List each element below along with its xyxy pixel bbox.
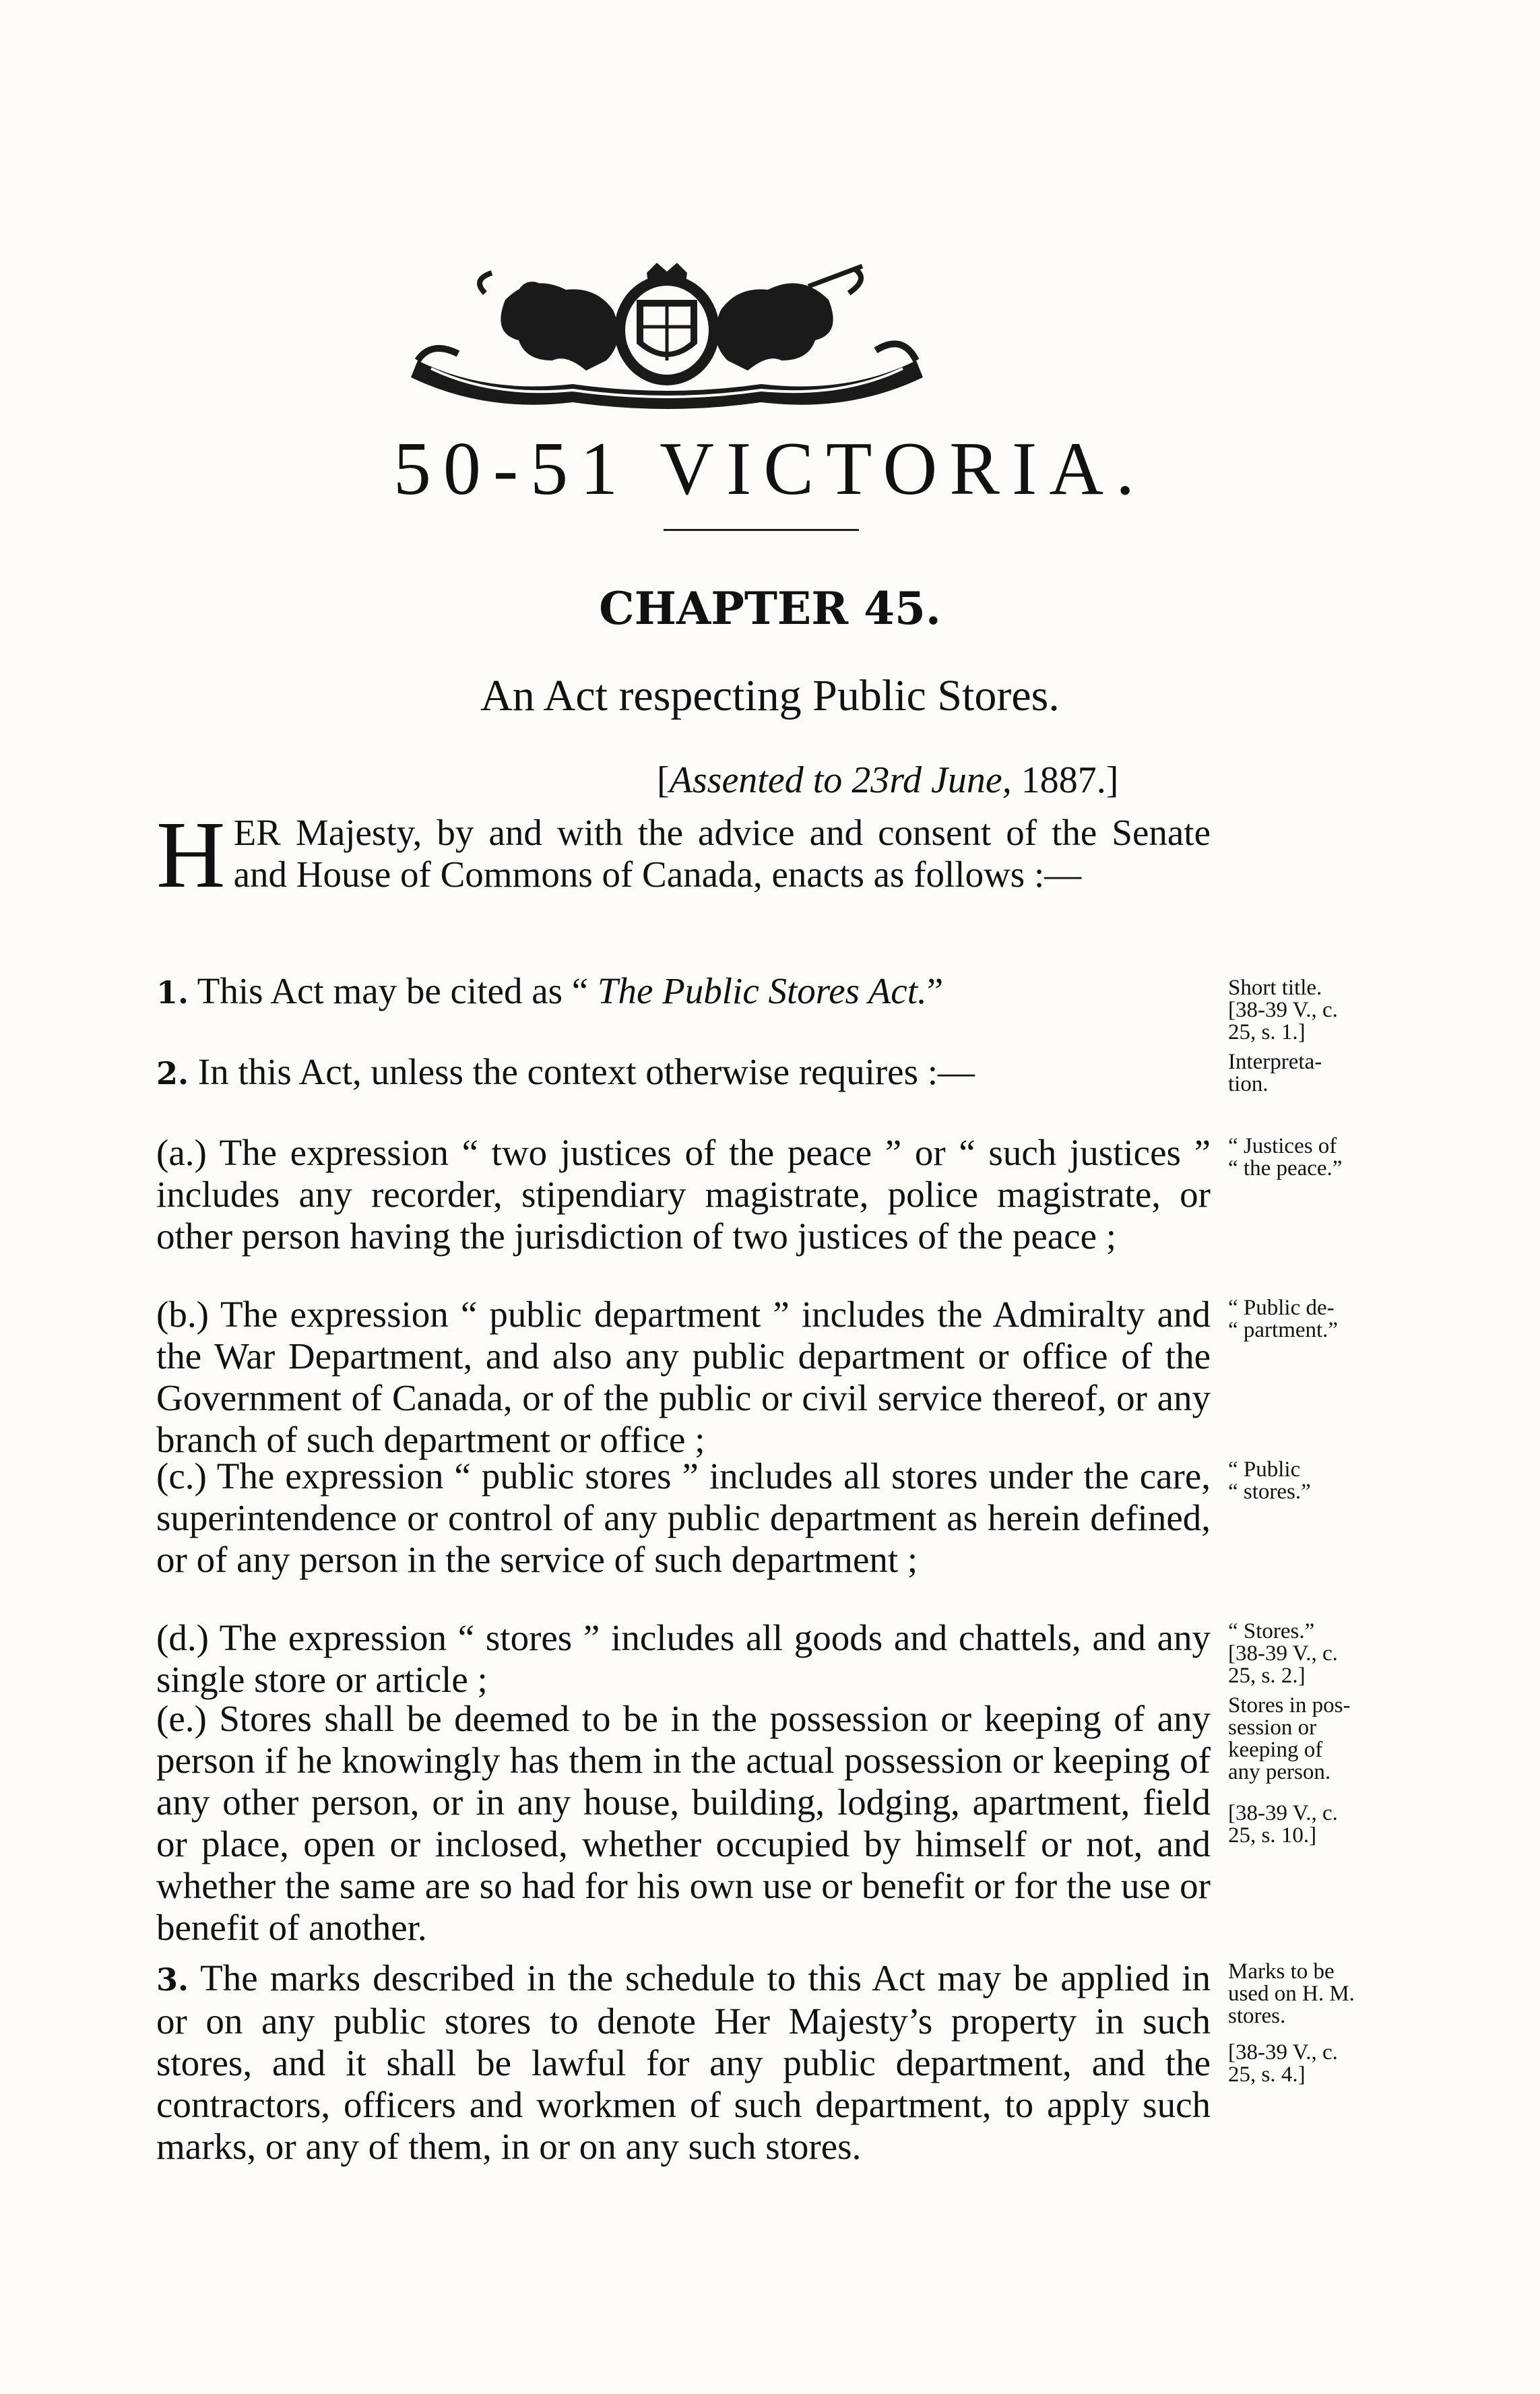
act-title: An Act respecting Public Stores.: [480, 671, 1060, 720]
section-2-text: In this Act, unless the context otherwise requires :—: [197, 1051, 975, 1092]
sidenote-line: “ Public de-: [1228, 1296, 1335, 1320]
assent-word: Assented: [669, 759, 804, 801]
sidenote-line: [38-39 V., c.: [1228, 1801, 1338, 1825]
sidenote-line: Interpreta-: [1228, 1050, 1322, 1074]
section-number: 1.: [156, 974, 189, 1011]
enacting-text: ER Majesty, by and with the advice and consent of the Senate and House of Commons of Canada, enacts as follows :—: [233, 812, 1211, 895]
sidenote-line: 25, s. 10.]: [1228, 1823, 1317, 1848]
short-title-text: The Public Stores Act.: [597, 970, 927, 1011]
sidenote-line: 25, s. 2.]: [1228, 1664, 1306, 1688]
paragraph-b: (b.) The expression “ public department ” includes the Admiralty and the War Department, and also any public department or office of the Government of Canada, or of the public or civil service thereof, or any branch of such department or office ;: [156, 1294, 1211, 1460]
sidenote-public-stores: [1228, 1459, 1423, 1503]
section-1-text-after: ”: [926, 970, 944, 1011]
section-3-text: The marks described in the schedule to this Act may be applied in or on any public stores to denote Her Majesty’s property in such stores, and it shall be lawful for any public department, and the contractors, officers and workmen of such department, to apply such marks, or any of them, in or on any such stores.: [156, 1957, 1211, 2167]
section-3: [156, 1957, 1211, 2168]
sidenote-stores: [1228, 1620, 1423, 1687]
assent-to: to: [803, 759, 852, 801]
sidenote-line: 25, s. 1.]: [1228, 1020, 1306, 1044]
sidenote-interpretation: [1228, 1051, 1423, 1096]
sidenote-ref-s4: [1228, 2042, 1423, 2086]
enacting-clause: [156, 801, 1211, 908]
sidenote-line: “ stores.”: [1228, 1480, 1311, 1504]
sidenote-line: “ Public: [1228, 1457, 1301, 1482]
sidenote-public-department: [1228, 1297, 1423, 1342]
section-2: [156, 1051, 1211, 1094]
sidenote-line: session or: [1228, 1715, 1317, 1740]
sidenote-line: Short title.: [1228, 976, 1322, 1000]
sidenote-line: [38-39 V., c.: [1228, 998, 1338, 1022]
section-1-text-before: This Act may be cited as “: [197, 970, 598, 1011]
assent-day: 23rd June,: [852, 759, 1012, 801]
sidenote-line: “ Justices of: [1228, 1134, 1337, 1158]
sidenote-line: [38-39 V., c.: [1228, 2040, 1338, 2065]
sidenote-line: keeping of: [1228, 1738, 1323, 1762]
sidenote-line: stores.: [1228, 2004, 1286, 2028]
sidenote-stores-in-possession: [1228, 1695, 1423, 1784]
paragraph-e: (e.) Stores shall be deemed to be in the possession or keeping of any person if he knowingly has them in the actual possession or keeping of any other person, or in any house, building, lodging, apartment, field or place, open or inclosed, whether occupied by himself or not, and whether the same are so had for his own use or benefit or for the use or benefit of another.: [156, 1698, 1211, 1948]
sidenote-line: “ Stores.”: [1228, 1619, 1315, 1643]
volume-heading: 50-51 VICTORIA.: [393, 427, 1147, 511]
sidenote-line: used on H. M.: [1228, 1982, 1355, 2006]
paragraph-a: (a.) The expression “ two justices of the peace ” or “ such justices ” includes any recorder, stipendiary magistrate, police magistrate, or other person having the jurisdiction of two justices of the peace ;: [156, 1132, 1211, 1257]
sidenote-line: any person.: [1228, 1760, 1331, 1784]
sidenote-ref-s10: [1228, 1802, 1423, 1847]
sidenote-line: Marks to be: [1228, 1959, 1335, 1984]
paragraph-c: (c.) The expression “ public stores ” includes all stores under the care, superintendence or control of any public department as herein defined, or of any person in the service of such department ;: [156, 1455, 1211, 1580]
sidenote-line: “ the peace.”: [1228, 1156, 1343, 1180]
assent-year: 1887.]: [1011, 759, 1119, 801]
section-number: 2.: [156, 1055, 189, 1092]
section-1: [156, 970, 1211, 1013]
sidenote-short-title: [1228, 977, 1423, 1044]
sidenote-line: tion.: [1228, 1072, 1269, 1096]
sidenote-marks: [1228, 1961, 1423, 2027]
section-number: 3.: [156, 1961, 189, 1998]
dropcap: H: [156, 801, 226, 908]
sidenote-justices: [1228, 1135, 1423, 1180]
heading-rule: [664, 529, 859, 531]
sidenote-line: Stores in pos-: [1228, 1693, 1351, 1718]
paragraph-d: (d.) The expression “ stores ” includes all goods and chattels, and any single store or article ;: [156, 1617, 1211, 1700]
chapter-heading: CHAPTER 45.: [599, 582, 941, 635]
assent-date: [657, 761, 1118, 799]
royal-coat-of-arms-icon: [404, 259, 930, 414]
assent-bracket: [: [657, 759, 670, 801]
sidenote-line: 25, s. 4.]: [1228, 2062, 1306, 2087]
sidenote-line: [38-39 V., c.: [1228, 1641, 1338, 1666]
sidenote-line: “ partment.”: [1228, 1318, 1339, 1342]
